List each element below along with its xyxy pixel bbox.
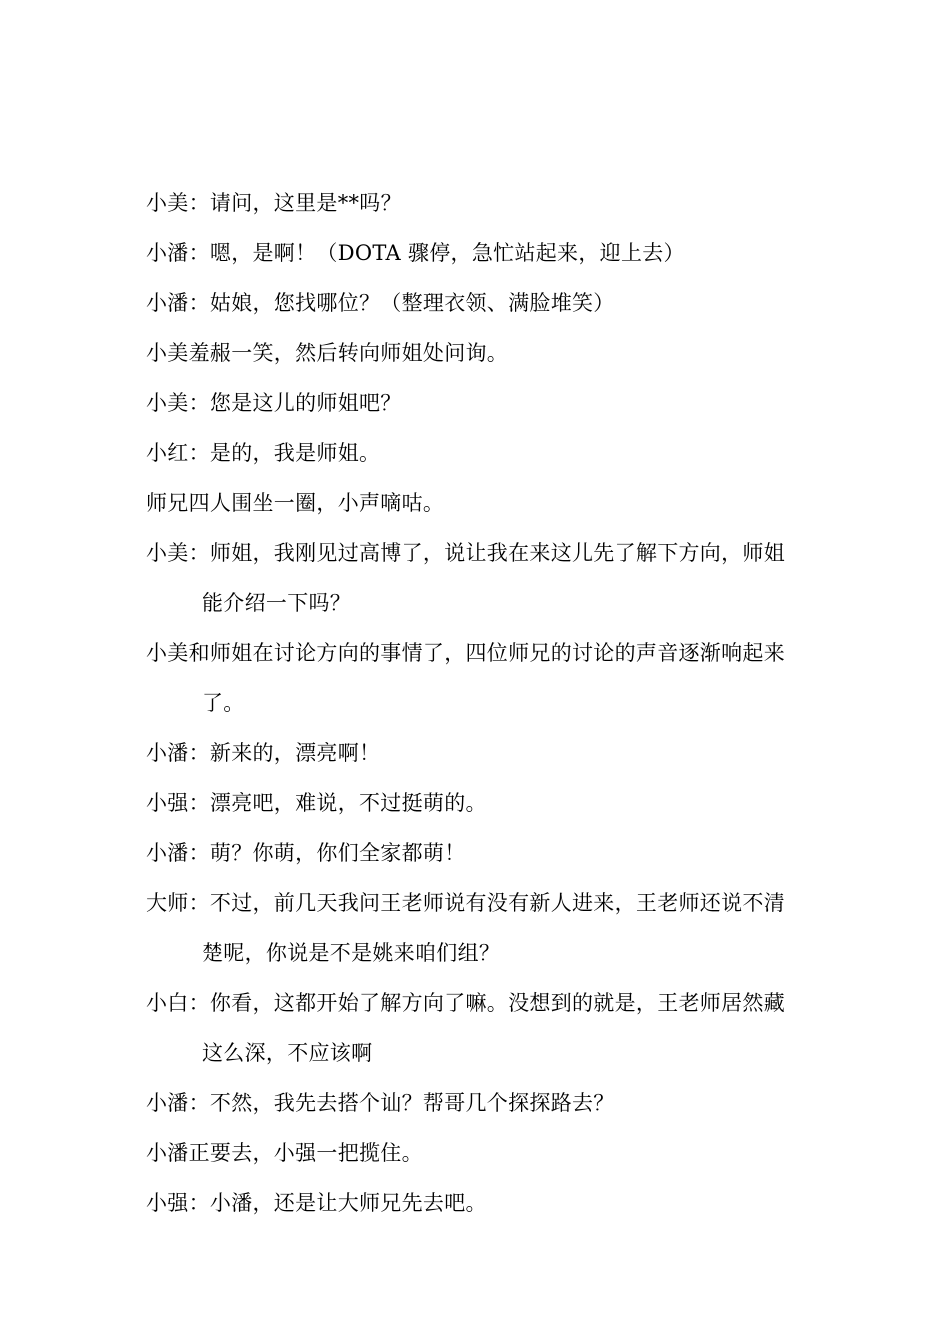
dialogue-line: 小强：小潘，还是让大师兄先去吧。 <box>146 1191 487 1215</box>
narration-line: 小美和师姐在讨论方向的事情了，四位师兄的讨论的声音逐渐响起来了。 <box>146 641 785 715</box>
dialogue-line: 小美：师姐，我刚见过高博了，说让我在来这儿先了解下方向，师姐能介绍一下吗？ <box>146 541 785 615</box>
dialogue-line: 小潘：萌？你萌，你们全家都萌！ <box>146 841 466 865</box>
dialogue-line: 小美：您是这儿的师姐吧？ <box>146 391 402 415</box>
dialogue-line: 小白：你看，这都开始了解方向了嘛。没想到的就是，王老师居然藏这么深，不应该啊 <box>146 991 785 1065</box>
dialogue-line: 小红：是的，我是师姐。 <box>146 441 381 465</box>
narration-line: 小潘正要去，小强一把揽住。 <box>146 1141 423 1165</box>
dialogue-line: 小强：漂亮吧，难说，不过挺萌的。 <box>146 791 487 815</box>
dialogue-line: 小美：请问，这里是**吗？ <box>146 191 402 215</box>
narration-line: 小美羞赧一笑，然后转向师姐处问询。 <box>146 341 509 365</box>
narration-line: 师兄四人围坐一圈，小声嘀咕。 <box>146 491 445 515</box>
dialogue-line: 小潘：嗯，是啊！（DOTA 骤停，急忙站起来，迎上去） <box>146 241 685 265</box>
dialogue-line: 小潘：新来的，漂亮啊！ <box>146 741 381 765</box>
dialogue-line: 小潘：姑娘，您找哪位？（整理衣领、满脸堆笑） <box>146 291 615 315</box>
dialogue-line: 小潘：不然，我先去搭个讪？帮哥几个探探路去？ <box>146 1091 615 1115</box>
dialogue-line: 大师：不过，前几天我问王老师说有没有新人进来，王老师还说不清楚呢，你说是不是姚来咱们组？ <box>146 891 785 965</box>
script-body <box>146 178 806 1228</box>
